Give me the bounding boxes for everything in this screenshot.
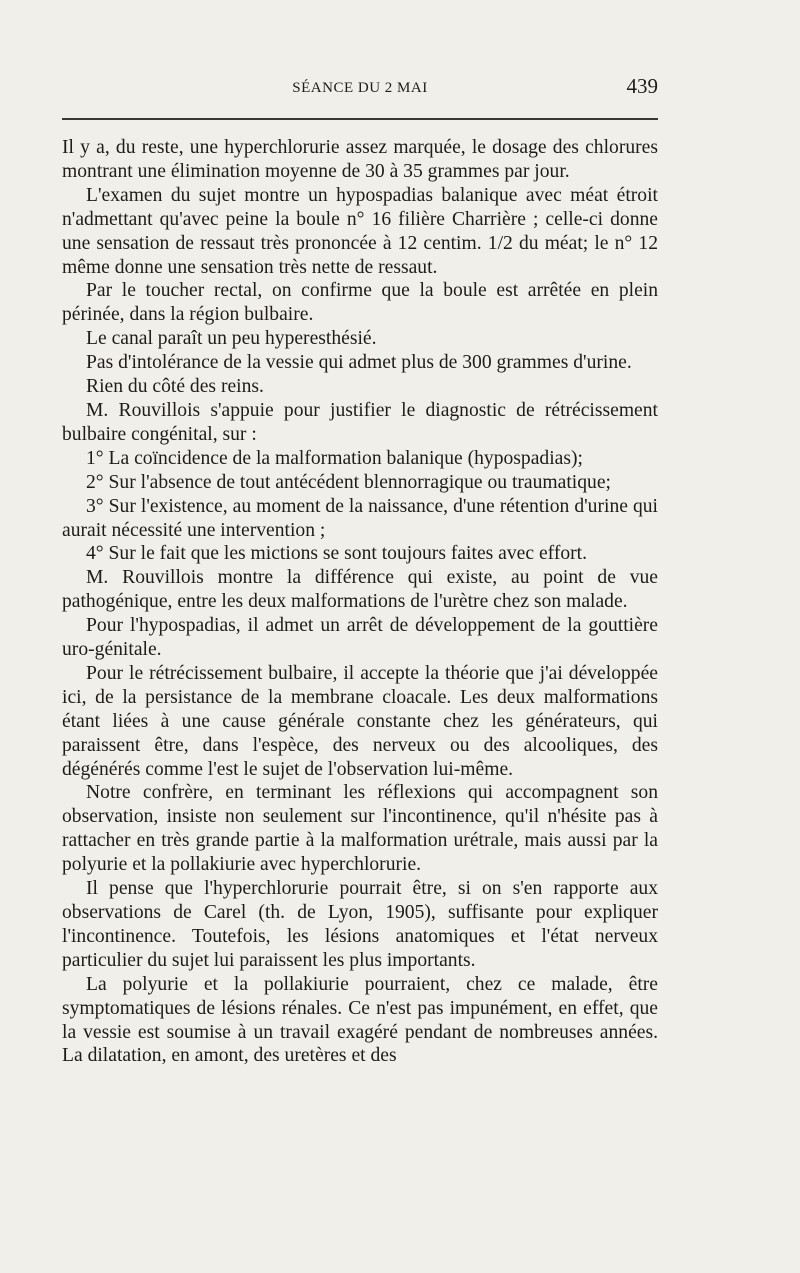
paragraph: Le canal paraît un peu hyperesthésié. <box>86 328 377 350</box>
paragraph: Par le toucher rectal, on confirme que la boule est arrêtée en plein périnée, dans la région bulbaire. <box>62 280 658 326</box>
paragraph: Pas d'intolérance de la vessie qui admet plus de 300 grammes d'urine. <box>86 352 632 374</box>
paragraph: La polyurie et la pollakiurie pourraient, chez ce malade, être symptomatiques de lésions rénales. Ce n'est pas impunément, en effet, que la vessie est soumise à un travail exagéré pendant de nombreuses années. La dilatation, en amont, des uretères et des <box>62 973 658 1067</box>
list-item: 1° La coïncidence de la malformation balanique (hypospadias); <box>86 447 583 469</box>
paragraph: Il pense que l'hyperchlorurie pourrait être, si on s'en rapporte aux observations de Carel (th. de Lyon, 1905), suffisante pour expliquer l'incontinence. Toutefois, les lésions anatomiques et l'état nerveux particulier du sujet lui paraissent les plus importants. <box>62 878 658 971</box>
paragraph: Notre confrère, en terminant les réflexions qui accompagnent son observation, insiste non seulement sur l'incontinence, qu'il n'hésite pas à rattacher en très grande partie à la malformation urétrale, mais aussi par la polyurie et la pollakiurie avec hyperchlorurie. <box>62 782 658 876</box>
paragraph: Pour le rétrécissement bulbaire, il accepte la théorie que j'ai développée ici, de la persistance de la membrane cloacale. Les deux malformations étant liées à une cause générale constante chez les générateurs, qui paraissent être, dans l'espèce, des nerveux ou des alcooliques, des dégénérés comme l'est le sujet de l'observation lui-même. <box>62 662 658 780</box>
paragraph: M. Rouvillois s'appuie pour justifier le diagnostic de rétrécissement bulbaire congénital, sur : <box>62 399 658 445</box>
paragraph: Il y a, du reste, une hyperchlorurie assez marquée, le dosage des chlorures montrant une élimination moyenne de 30 à 35 grammes par jour. <box>62 137 658 182</box>
page-number: 439 <box>626 74 658 98</box>
running-title: SÉANCE DU 2 MAI <box>292 80 428 96</box>
list-item: 2° Sur l'absence de tout antécédent blennorragique ou traumatique; <box>86 471 611 493</box>
page-header <box>62 72 658 102</box>
paragraph: M. Rouvillois montre la différence qui existe, au point de vue pathogénique, entre les deux malformations de l'urètre chez son malade. <box>62 567 658 613</box>
paragraph: Rien du côté des reins. <box>86 376 264 398</box>
body-text <box>62 136 658 1068</box>
paragraph: L'examen du sujet montre un hypospadias balanique avec méat étroit n'admettant qu'avec peine la boule n° 16 filière Charrière ; celle-ci donne une sensation de ressaut très prononcée à 12 centim. 1/2 du méat; le n° 12 même donne une sensation très nette de ressaut. <box>62 184 658 278</box>
paragraph: Pour l'hypospadias, il admet un arrêt de développement de la gouttière uro-génitale. <box>62 615 658 661</box>
list-item: 4° Sur le fait que les mictions se sont toujours faites avec effort. <box>86 543 588 565</box>
header-rule <box>62 118 658 120</box>
list-item: 3° Sur l'existence, au moment de la naissance, d'une rétention d'urine qui aurait nécessité une intervention ; <box>62 495 658 541</box>
